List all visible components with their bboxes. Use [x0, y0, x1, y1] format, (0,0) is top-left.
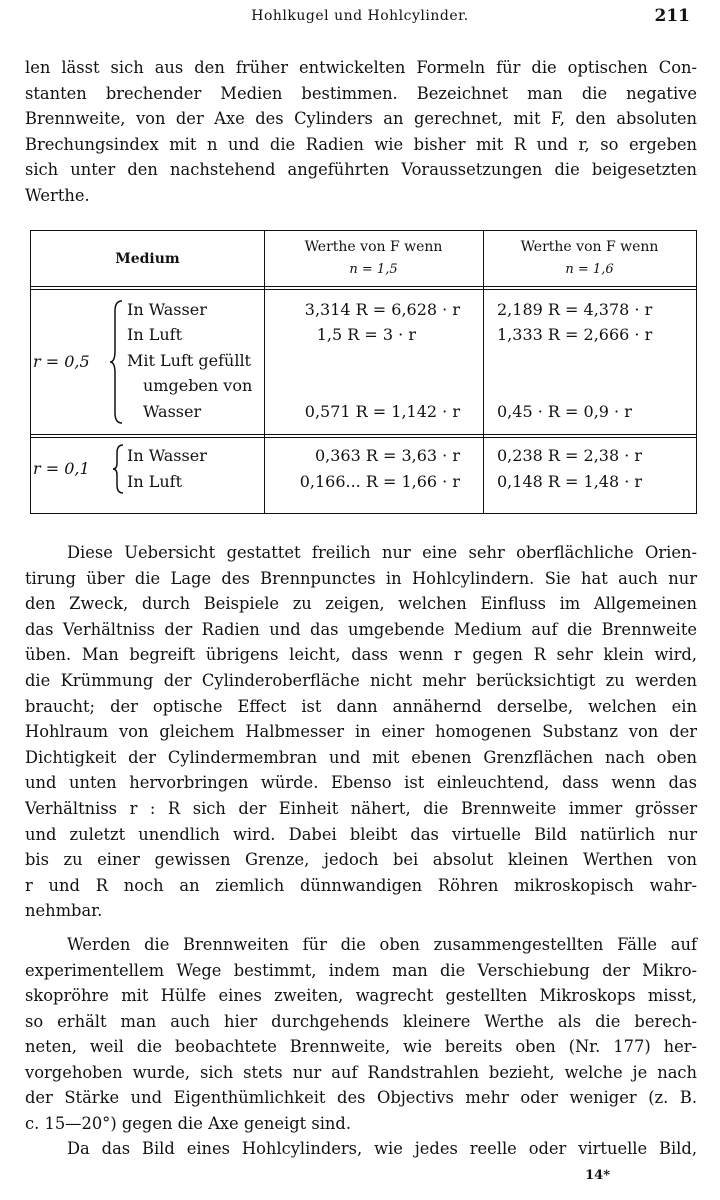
text-line: das Verhältniss der Radien und das umgebende Medium auf die Brennweite: [25, 619, 697, 639]
brace-icon: [108, 299, 126, 425]
text-line: tirung über die Lage des Brennpunctes in Hohlcylindern. Sie hat auch nur: [25, 568, 697, 588]
group-rule: [31, 437, 696, 438]
text-line: Werthe.: [25, 185, 90, 205]
value-cell: 0,571 R = 1,142 · r: [304, 402, 460, 421]
signature-mark: 14*: [585, 1168, 610, 1183]
paragraph-2: [25, 540, 697, 924]
text-line: nehmbar.: [25, 901, 103, 921]
value-cell: 1,5 R = 3 · r: [316, 325, 416, 344]
text-line: neten, weil die beobachtete Brennweite, wie bereits oben (Nr. 177) her-: [25, 1037, 697, 1056]
text-line: r und R noch an ziemlich dünnwandigen Röhren mikroskopisch wahr-: [25, 875, 697, 895]
header-f16-line2: n = 1,6: [565, 262, 614, 277]
medium-cell: umgeben von: [143, 376, 253, 395]
group-label: r = 0,5: [33, 352, 90, 371]
text-line: und zuletzt unendlich wird. Dabei bleibt das virtuelle Bild natürlich nur: [25, 824, 697, 844]
value-cell: 0,45 · R = 0,9 · r: [497, 402, 632, 421]
value-cell: 2,189 R = 4,378 · r: [497, 300, 653, 319]
paragraph-1: [25, 55, 697, 208]
value-cell: 0,238 R = 2,38 · r: [497, 446, 643, 465]
text-line: len lässt sich aus den früher entwickelten Formeln für die optischen Con-: [25, 58, 697, 77]
text-line: Dichtigkeit der Cylindermembran und mit ebenen Grenzflächen nach oben: [25, 747, 697, 767]
text-line: c. 15—20°) gegen die Axe geneigt sind.: [25, 1113, 351, 1133]
text-line: Brechungsindex mit n und die Radien wie bisher mit R und r, so ergeben: [25, 134, 697, 154]
text-line: Verhältniss r : R sich der Einheit nähert, die Brennweite immer grösser: [25, 798, 697, 818]
header-f15-line2: n = 1,5: [349, 262, 398, 277]
text-line: den Zweck, durch Beispiele zu zeigen, welchen Einfluss im Allgemeinen: [25, 594, 697, 614]
value-cell: 3,314 R = 6,628 · r: [304, 300, 460, 319]
medium-cell: In Wasser: [127, 300, 207, 319]
header-f16-line1: Werthe von F wenn: [520, 239, 659, 255]
text-line: vorgehoben wurde, sich stets nur auf Randstrahlen bezieht, welche je nach: [25, 1062, 697, 1082]
paragraph-3: [25, 932, 697, 1162]
group-rule: [31, 434, 696, 435]
medium-cell: In Luft: [127, 472, 182, 491]
medium-cell: Wasser: [143, 402, 202, 421]
focal-length-table: [30, 230, 697, 514]
header-rule: [31, 289, 696, 290]
text-line: braucht; der optische Effect ist dann annähernd derselbe, welchen ein: [25, 696, 697, 716]
text-line: Hohlraum von gleichem Halbmesser in einer homogenen Substanz von der: [25, 722, 697, 742]
medium-cell: In Wasser: [127, 446, 207, 465]
text-line: Diese Uebersicht gestattet freilich nur eine sehr oberflächliche Orien-: [67, 543, 697, 562]
group-label: r = 0,1: [33, 459, 90, 478]
text-line: bis zu einer gewissen Grenze, jedoch bei absolut kleinen Werthen von: [25, 850, 697, 870]
text-line: der Stärke und Eigenthümlichkeit des Objectivs mehr oder weniger (z. B.: [25, 1088, 697, 1107]
value-cell: 0,148 R = 1,48 · r: [497, 472, 643, 491]
header-rule: [31, 286, 696, 287]
text-line: üben. Man begreift übrigens leicht, dass wenn r gegen R sehr klein wird,: [25, 645, 697, 665]
page-header: [0, 8, 720, 28]
medium-cell: Mit Luft gefüllt: [127, 351, 251, 370]
text-line: sich unter den nachstehend angeführten Voraussetzungen die beigesetzten: [25, 160, 697, 179]
text-line: stanten brechender Medien bestimmen. Bezeichnet man die negative: [25, 83, 697, 103]
text-line: skopröhre mit Hülfe eines zweiten, wagrecht gestellten Mikroskops misst,: [25, 986, 697, 1005]
text-line: und unten hervorbringen würde. Ebenso ist einleuchtend, dass wenn das: [25, 773, 697, 793]
value-cell: 1,333 R = 2,666 · r: [497, 325, 653, 344]
text-line: experimentellem Wege bestimmt, indem man die Verschiebung der Mikro-: [25, 960, 697, 980]
text-line: Da das Bild eines Hohlcylinders, wie jedes reelle oder virtuelle Bild,: [67, 1139, 697, 1158]
text-line: die Krümmung der Cylinderoberfläche nicht mehr berücksichtigt zu werden: [25, 670, 697, 690]
brace-icon: [111, 443, 127, 495]
value-cell: 0,363 R = 3,63 · r: [314, 446, 460, 465]
header-medium: Medium: [115, 251, 180, 267]
header-f15-line1: Werthe von F wenn: [304, 239, 443, 255]
value-cell: 0,166... R = 1,66 · r: [299, 472, 460, 491]
medium-cell: In Luft: [127, 325, 182, 344]
text-line: Werden die Brennweiten für die oben zusammengestellten Fälle auf: [67, 935, 697, 954]
page-number: 211: [654, 6, 690, 26]
text-line: so erhält man auch hier durchgehends kleinere Werthe als die berech-: [25, 1011, 697, 1031]
text-line: Brennweite, von der Axe des Cylinders an gerechnet, mit F, den absoluten: [25, 109, 697, 128]
running-title: Hohlkugel und Hohlcylinder.: [251, 8, 469, 24]
